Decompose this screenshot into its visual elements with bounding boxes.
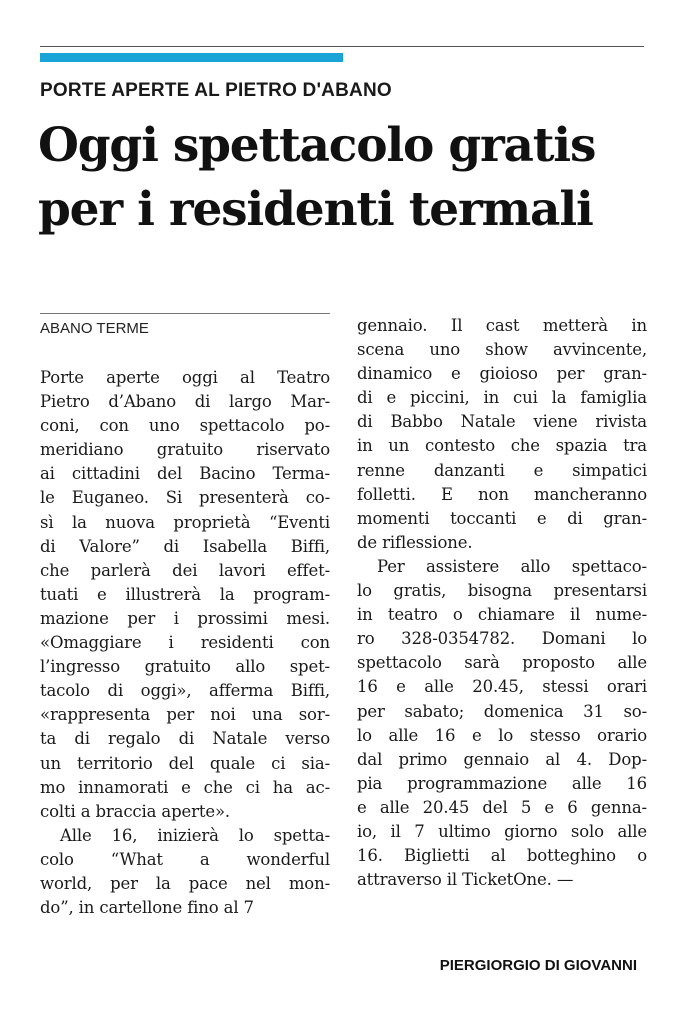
article-line: 16 e alle 20.45, stessi orari — [357, 677, 647, 697]
article-line: pia programmazione alle 16 — [357, 773, 647, 793]
article-line: momenti toccanti e di gran- — [357, 508, 647, 528]
article-line: di Valore” di Isabella Biffi, — [40, 536, 330, 556]
article-line: ai cittadini del Bacino Terma- — [40, 464, 330, 484]
article-line: spettacolo sarà proposto alle — [357, 653, 647, 673]
article-line: le Euganeo. Si presenterà co- — [40, 488, 330, 508]
article-line: «Omaggiare i residenti con — [40, 633, 330, 653]
article-line: colo “What a wonderful — [40, 849, 330, 869]
article-line: di Babbo Natale viene rivista — [357, 412, 647, 432]
article-line: colti a braccia aperte». — [40, 801, 231, 821]
article-line: in un contesto che spazia tra — [357, 436, 647, 456]
article-line: io, il 7 ultimo giorno solo alle — [357, 821, 647, 841]
article-line: lo alle 16 e lo stesso orario — [357, 725, 647, 745]
article-line: renne danzanti e simpatici — [357, 460, 647, 480]
article-line: folletti. E non mancheranno — [357, 484, 647, 504]
article-line: scena uno show avvincente, — [357, 340, 647, 360]
dateline: ABANO TERME — [40, 320, 149, 337]
article-line: in teatro o chiamare il nume- — [357, 605, 647, 625]
article-line: di e piccini, in cui la famiglia — [357, 388, 647, 408]
article-line: Per assistere allo spettaco- — [377, 556, 647, 576]
article-line: dinamico e gioioso per gran- — [357, 364, 647, 384]
article-line: do”, in cartellone fino al 7 — [40, 898, 254, 918]
article-line: Alle 16, inizierà lo spetta- — [60, 825, 330, 845]
byline: PIERGIORGIO DI GIOVANNI — [439, 957, 637, 974]
article-line: world, per la pace nel mon- — [40, 873, 330, 893]
article-line: e alle 20.45 del 5 e 6 genna- — [357, 797, 647, 817]
article-line: de riflessione. — [357, 532, 473, 552]
article-line: Porte aperte oggi al Teatro — [40, 368, 330, 387]
article-column-left — [40, 366, 330, 920]
article-line: mazione per i prossimi mesi. — [40, 608, 330, 628]
article-line: che parlerà dei lavori effet- — [40, 560, 330, 580]
article-line: attraverso il TicketOne. — — [357, 870, 574, 890]
article-line: sì la nuova proprietà “Eventi — [40, 512, 330, 532]
article-line: un territorio del quale ci sia- — [40, 753, 330, 773]
article-line: l’ingresso gratuito allo spet- — [40, 657, 330, 677]
kicker: PORTE APERTE AL PIETRO D'ABANO — [40, 80, 392, 101]
accent-bar — [40, 53, 343, 62]
article-line: coni, con uno spettacolo po- — [40, 416, 330, 436]
article-line: ro 328-0354782. Domani lo — [357, 629, 647, 649]
article-column-right — [357, 314, 647, 892]
dateline-rule — [40, 313, 330, 314]
article-line: per sabato; domenica 31 so- — [357, 701, 647, 721]
top-rule — [40, 46, 644, 47]
article-line: tuati e illustrerà la program- — [40, 584, 330, 604]
article-line: lo gratis, bisogna presentarsi — [357, 581, 647, 601]
article-line: mo innamorati e che ci ha ac- — [40, 777, 330, 797]
article-line: gennaio. Il cast metterà in — [357, 316, 647, 335]
article-line: 16. Biglietti al botteghino o — [357, 846, 647, 866]
headline-line: per i residenti termali — [38, 181, 593, 237]
headline-line: Oggi spettacolo gratis — [38, 118, 596, 173]
article-line: dal primo gennaio al 4. Dop- — [357, 749, 647, 769]
article-line: «rappresenta per noi una sor- — [40, 705, 330, 725]
article-line: Pietro d’Abano di largo Mar- — [40, 392, 330, 412]
article-line: meridiano gratuito riservato — [40, 440, 330, 460]
article-line: ta di regalo di Natale verso — [40, 729, 330, 749]
article-line: tacolo di oggi», afferma Biffi, — [40, 681, 330, 701]
headline — [38, 114, 648, 242]
